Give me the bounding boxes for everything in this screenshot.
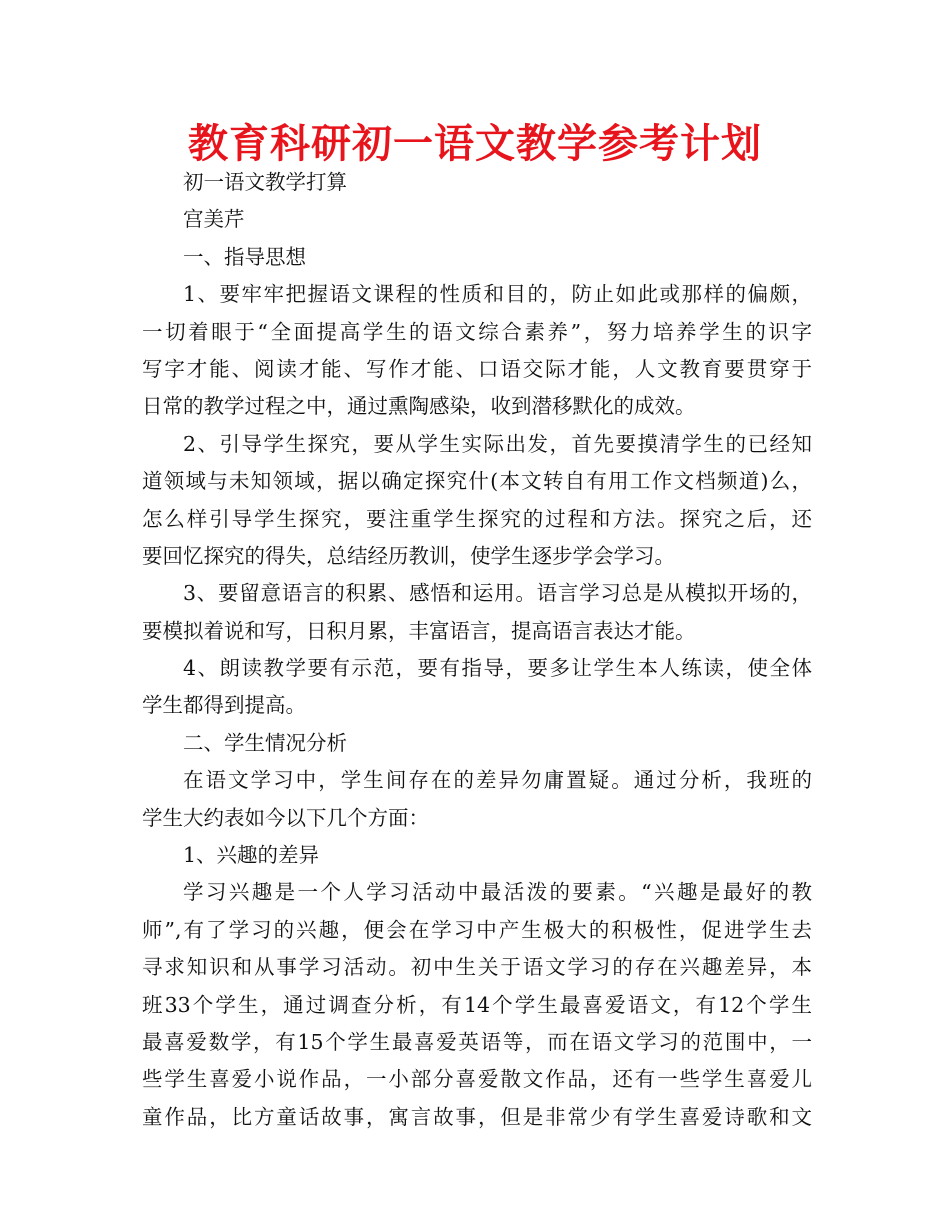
text-line: 怎么样引导学生探究，要注重学生探究的过程和方法。探究之后，还 <box>142 506 812 531</box>
text-line: 最喜爱数学，有15个学生最喜爱英语等，而在语文学习的范围中，一 <box>142 1029 812 1054</box>
text-line: 童作品，比方童话故事，寓言故事，但是非常少有学生喜爱诗歌和文 <box>142 1104 812 1129</box>
text-line: 师”,有了学习的兴趣，便会在学习中产生极大的积极性，促进学生去 <box>142 917 812 942</box>
text-line: 要回忆探究的得失，总结经历教训，使学生逐步学会学习。 <box>142 543 675 568</box>
text-line: 学习兴趣是一个人学习活动中最活泼的要素。“兴趣是最好的教 <box>183 880 812 905</box>
text-line: 一切着眼于“全面提高学生的语文综合素养”，努力培养学生的识字 <box>142 319 812 344</box>
section-heading: 一、指导思想 <box>183 244 306 269</box>
text-line: 2、引导学生探究，要从学生实际出发，首先要摸清学生的已经知 <box>183 431 812 456</box>
text-line: 在语文学习中，学生间存在的差异勿庸置疑。通过分析，我班的 <box>183 768 812 793</box>
text-line: 寻求知识和从事学习活动。初中生关于语文学习的存在兴趣差异，本 <box>142 955 812 980</box>
document-body <box>142 164 812 1136</box>
text-line: 初一语文教学打算 <box>183 170 347 194</box>
subsection-heading: 1、兴趣的差异 <box>183 843 320 868</box>
text-line: 学生大约表如今以下几个方面： <box>142 805 429 830</box>
text-line: 日常的教学过程之中，通过熏陶感染，收到潜移默化的成效。 <box>142 394 696 419</box>
text-line: 1、要牢牢把握语文课程的性质和目的，防止如此或那样的偏颇， <box>183 282 812 307</box>
text-line: 要模拟着说和写，日积月累，丰富语言，提高语言表达才能。 <box>142 618 696 643</box>
text-line: 学生都得到提高。 <box>142 693 306 718</box>
text-line: 4、朗读教学要有示范，要有指导，要多让学生本人练读，使全体 <box>183 656 812 681</box>
text-line: 3、要留意语言的积累、感悟和运用。语言学习总是从模拟开场的， <box>183 581 812 606</box>
text-line: 些学生喜爱小说作品，一小部分喜爱散文作品，还有一些学生喜爱儿 <box>142 1067 812 1092</box>
section-heading: 二、学生情况分析 <box>183 730 347 755</box>
text-line: 宫美芹 <box>183 207 245 232</box>
document-title: 教育科研初一语文教学参考计划 <box>188 121 762 167</box>
text-line: 写字才能、阅读才能、写作才能、口语交际才能，人文教育要贯穿于 <box>142 356 812 381</box>
text-line: 道领域与未知领域，据以确定探究什(本文转自有用工作文档频道)么， <box>142 469 812 494</box>
text-line: 班33个学生，通过调查分析，有14个学生最喜爱语文，有12个学生 <box>142 992 812 1017</box>
